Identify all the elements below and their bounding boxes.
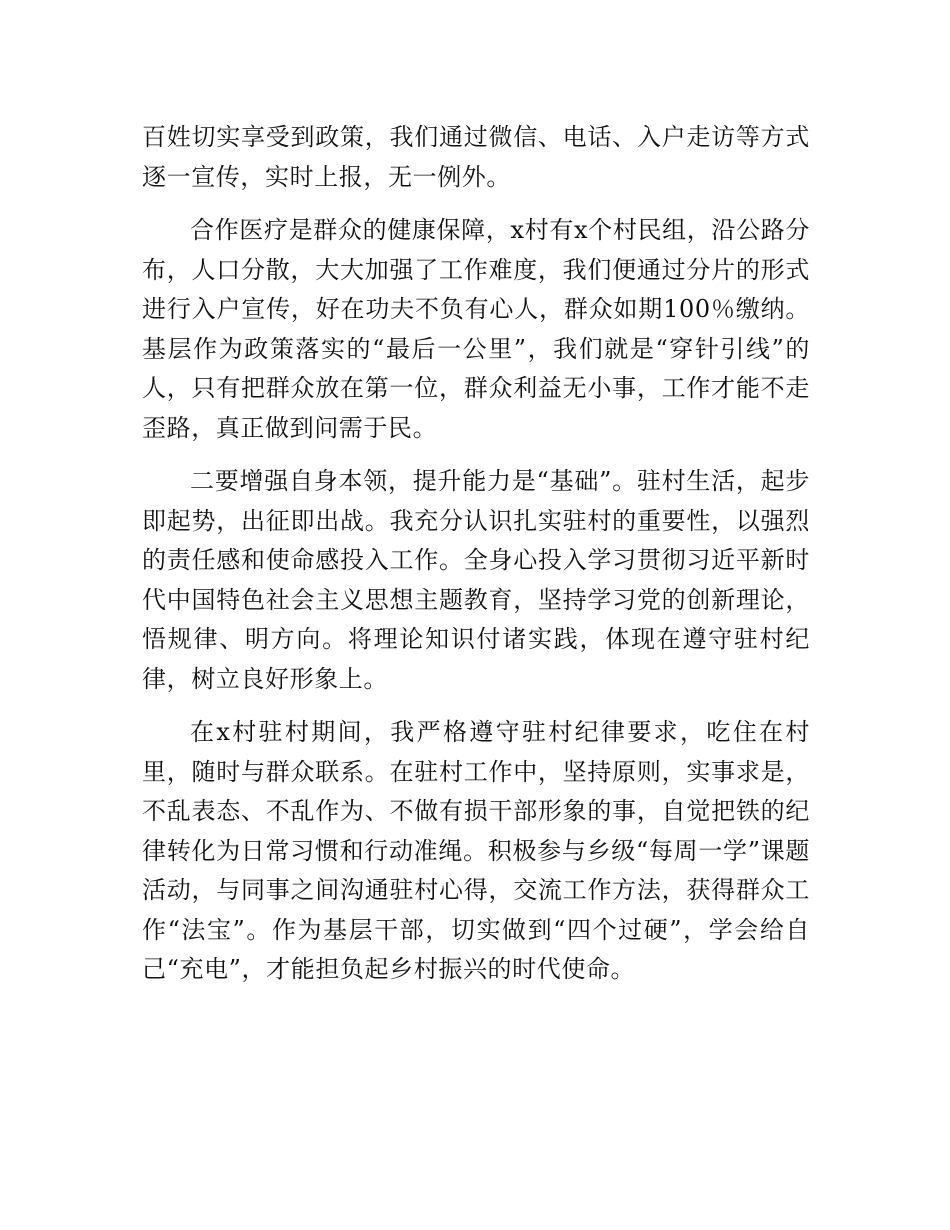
paragraph-continuation: 百姓切实享受到政策，我们通过微信、电话、入户走访等方式逐一宣传，实时上报，无一例外。 bbox=[142, 123, 810, 191]
paragraph-self-improvement: 二要增强自身本领，提升能力是“基础”。驻村生活，起步即起势，出征即出战。我充分认识扎实驻村的重要性，以强烈的责任感和使命感投入工作。全身心投入学习贯彻习近平新时代中国特色社会主义思想主题教育，坚持学习党的创新理论，悟规律、明方向。将理论知识付诸实践，体现在遵守驻村纪律，树立良好形象上。 bbox=[142, 467, 810, 693]
paragraph-medical-insurance: 合作医疗是群众的健康保障，x村有x个村民组，沿公路分布，人口分散，大大加强了工作难度，我们便通过分片的形式进行入户宣传，好在功夫不负有心人，群众如期100％缴纳。基层作为政策落实的“最后一公里”，我们就是“穿针引线”的人，只有把群众放在第一位，群众利益无小事，工作才能不走歪路，真正做到问需于民。 bbox=[142, 216, 810, 442]
document-body bbox=[142, 118, 810, 1004]
paragraph-village-discipline: 在x村驻村期间，我严格遵守驻村纪律要求，吃住在村里，随时与群众联系。在驻村工作中，坚持原则，实事求是，不乱表态、不乱作为、不做有损干部形象的事，自觉把铁的纪律转化为日常习惯和行动准绳。积极参与乡级“每周一学”课题活动，与同事之间沟通驻村心得，交流工作方法，获得群众工作“法宝”。作为基层干部，切实做到“四个过硬”，学会给自己“充电”，才能担负起乡村振兴的时代使命。 bbox=[142, 718, 810, 983]
